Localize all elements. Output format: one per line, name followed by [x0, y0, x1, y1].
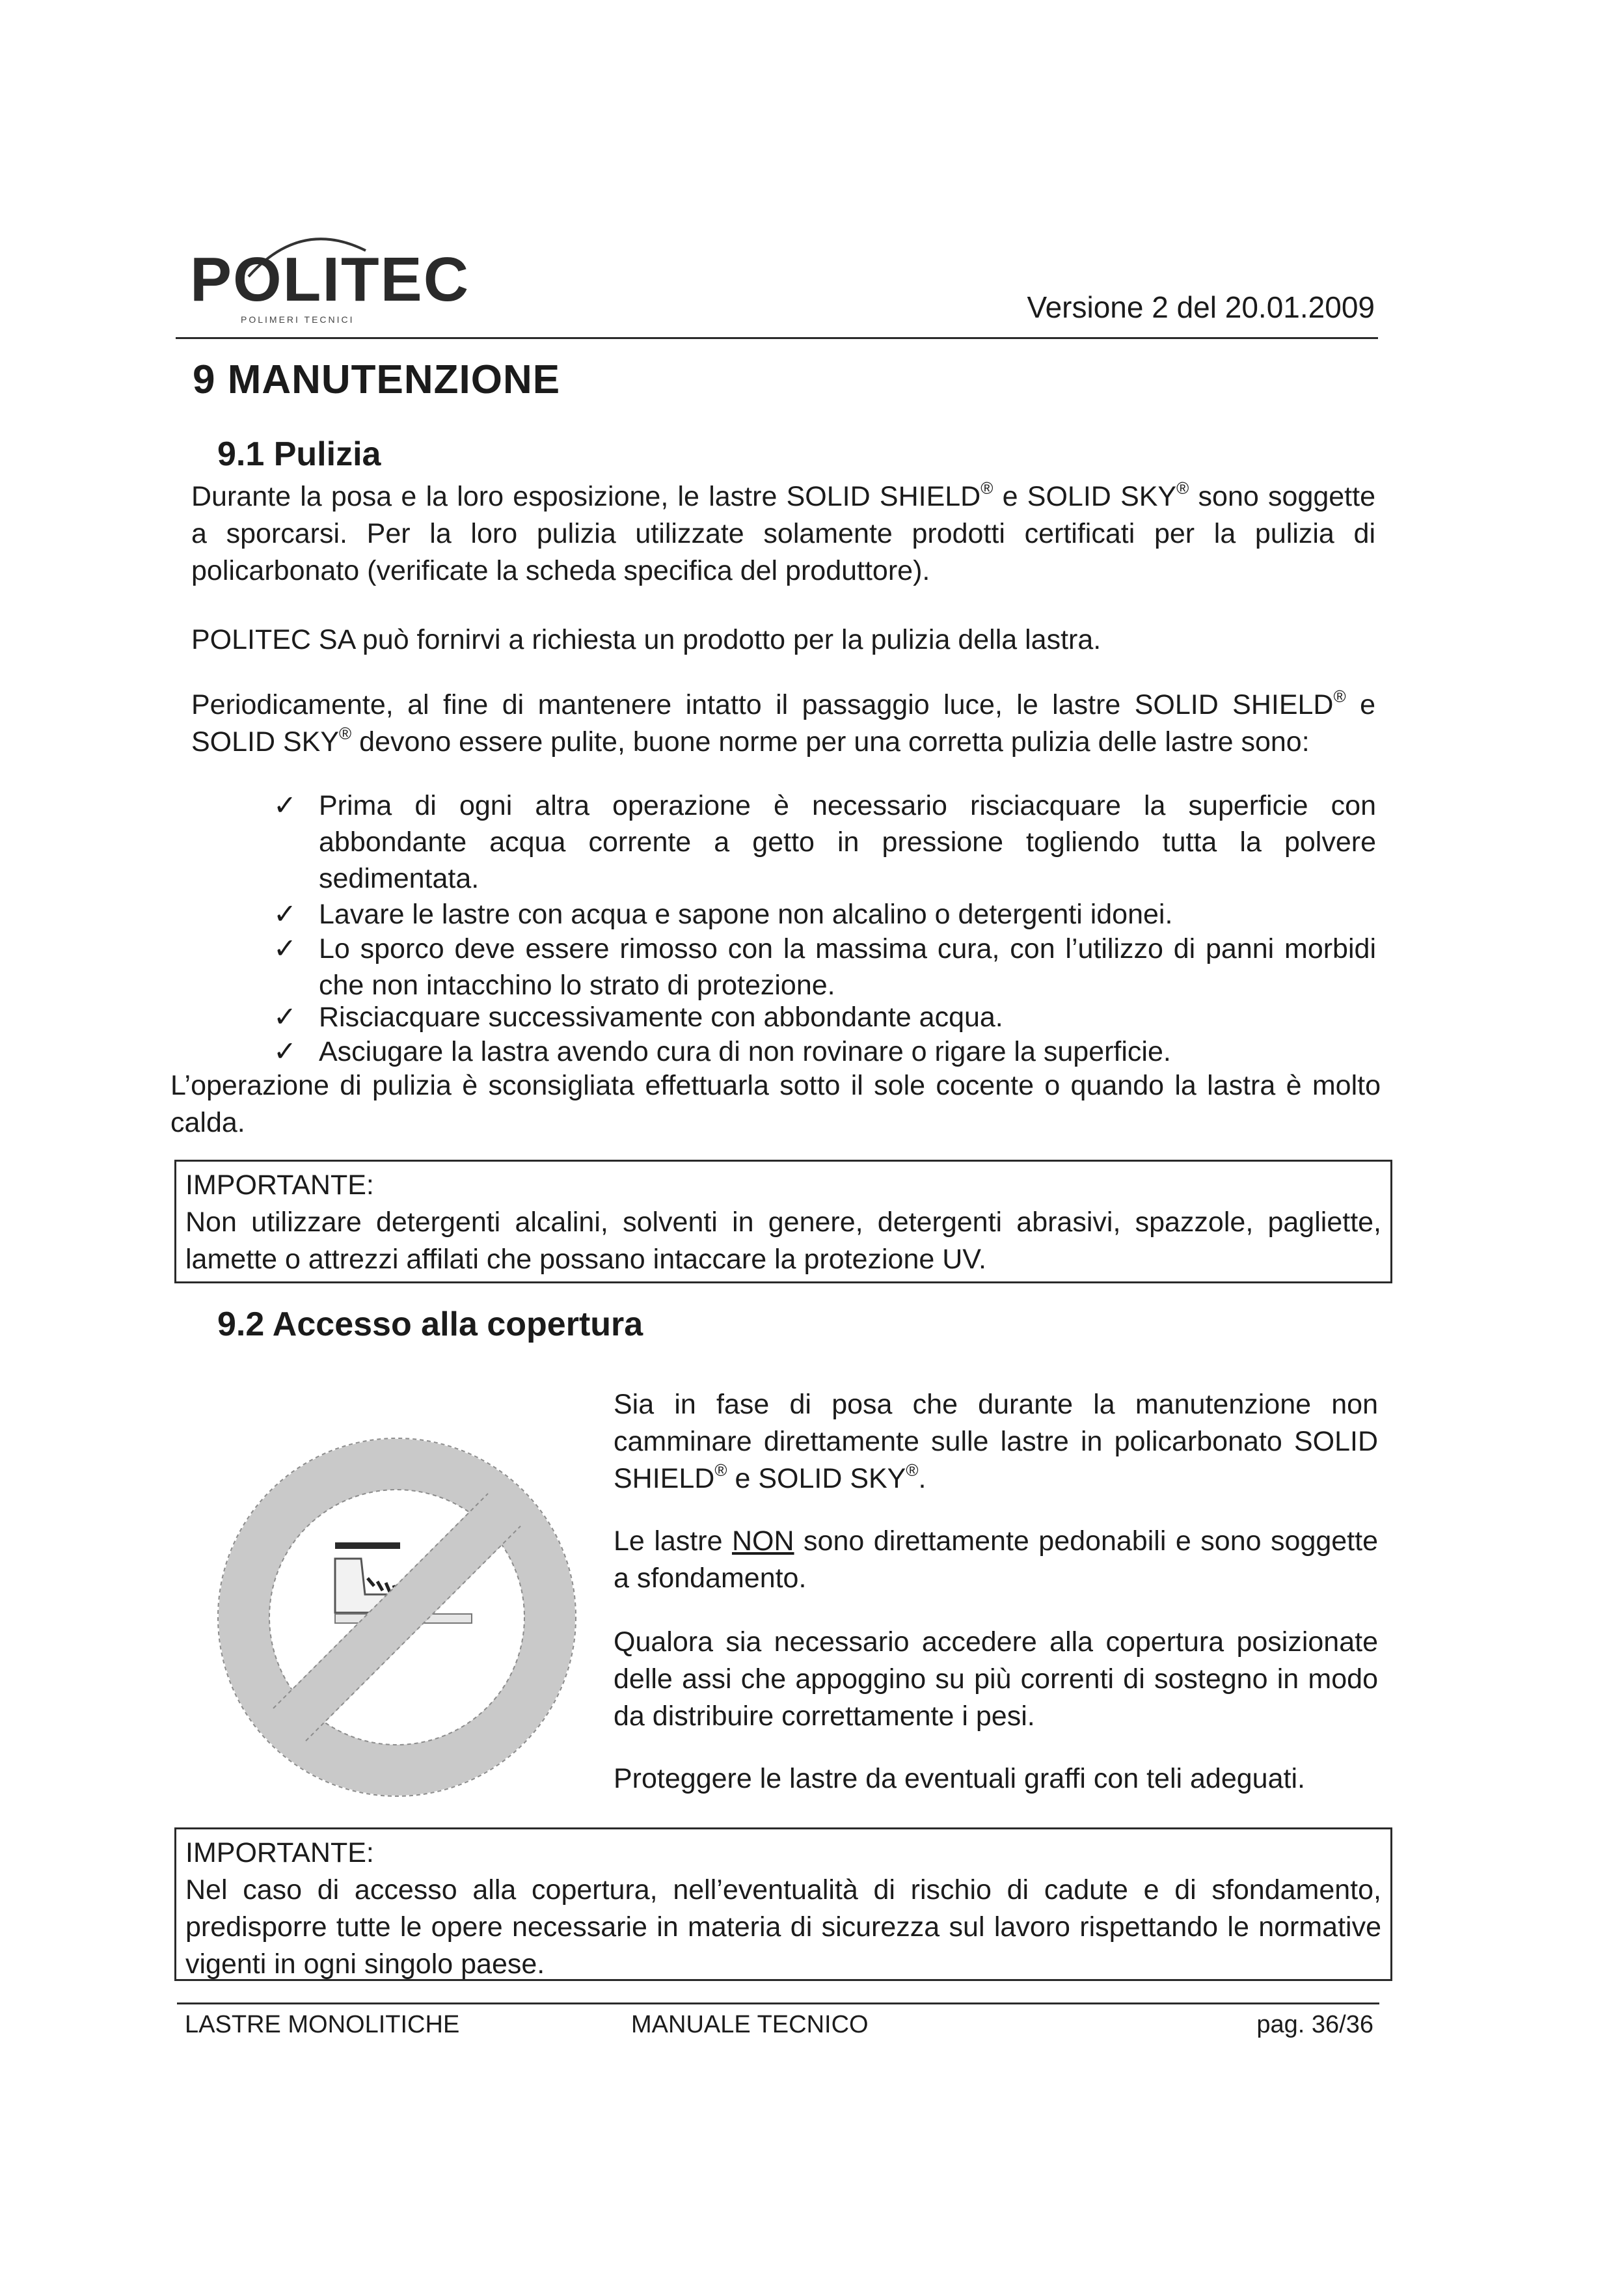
pulizia-heading: 9.1 Pulizia [217, 435, 381, 473]
pulizia-paragraph-1: Durante la posa e la loro esposizione, le lastre SOLID SHIELD® e SOLID SKY® sono soggette a sporcarsi. Per la loro pulizia utilizzate solamente prodotti certificati per la pulizia di policarbonato (verificate la scheda specifica del produttore). [191, 478, 1375, 586]
no-walking-sign-icon [211, 1432, 582, 1803]
important-box [174, 1160, 1392, 1283]
check-icon: ✓ [273, 899, 297, 930]
pulizia-paragraph-4: L’operazione di pulizia è sconsigliata effettuarla sotto il sole cocente o quando la lastra è molto calda. [170, 1070, 1381, 1138]
accesso-heading: 9.2 Accesso alla copertura [217, 1305, 643, 1343]
list-item: ✓ Risciacquare successivamente con abbondante acqua. [319, 999, 1376, 1035]
footer-center: MANUALE TECNICO [631, 2011, 869, 2038]
important-box [174, 1827, 1392, 1981]
header-rule [176, 337, 1378, 339]
list-item: ✓ Lavare le lastre con acqua e sapone non alcalino o detergenti idonei. [319, 896, 1376, 933]
check-icon: ✓ [273, 790, 297, 821]
list-item: ✓ Lo sporco deve essere rimosso con la massima cura, con l’utilizzo di panni morbidi che non intacchino lo strato di protezione. [319, 931, 1376, 1004]
logo-wordmark: POLITEC [190, 245, 470, 314]
section-title: 9 MANUTENZIONE [193, 357, 561, 402]
pulizia-paragraph-2: POLITEC SA può fornirvi a richiesta un prodotto per la pulizia della lastra. [191, 624, 1102, 655]
footer-rule [177, 2002, 1379, 2004]
politec-logo [190, 225, 489, 342]
important-text: Nel caso di accesso alla copertura, nell’eventualità di rischio di cadute e di sfondamento, predisporre tutte le opere necessarie in materia di sicurezza sul lavoro rispettando le normative vigenti in ogni singolo paese. [185, 1874, 1381, 1980]
check-icon: ✓ [273, 1002, 297, 1033]
important-label: IMPORTANTE: [185, 1169, 374, 1201]
check-icon: ✓ [273, 933, 297, 964]
list-item: ✓ Asciugare la lastra avendo cura di non rovinare o rigare la superficie. [319, 1033, 1376, 1070]
footer-left: LASTRE MONOLITICHE [185, 2011, 460, 2038]
pulizia-paragraph-3: Periodicamente, al fine di mantenere intatto il passaggio luce, le lastre SOLID SHIELD® e SOLID SKY® devono essere pulite, buone norme per una corretta pulizia delle lastre sono: [191, 687, 1375, 758]
important-text: Non utilizzare detergenti alcalini, solventi in genere, detergenti abrasivi, spazzole, pagliette, lamette o attrezzi affilati che possano intaccare la protezione UV. [185, 1207, 1381, 1275]
accesso-paragraph-2: Le lastre NON sono direttamente pedonabili e sono soggette a sfondamento. [614, 1525, 1378, 1594]
accesso-paragraph-3: Qualora sia necessario accedere alla copertura posizionate delle assi che appoggino su più correnti di sostegno in modo da distribuire correttamente i pesi. [614, 1626, 1378, 1732]
accesso-paragraph-4: Proteggere le lastre da eventuali graffi con teli adeguati. [614, 1763, 1305, 1794]
important-label: IMPORTANTE: [185, 1837, 374, 1868]
logo-subtitle: POLIMERI TECNICI [241, 314, 355, 325]
check-icon: ✓ [273, 1036, 297, 1067]
footer-page-number: pag. 36/36 [1256, 2011, 1373, 2038]
accesso-paragraph-1: Sia in fase di posa che durante la manutenzione non camminare direttamente sulle lastre in policarbonato SOLID SHIELD® e SOLID SKY®. [614, 1389, 1378, 1494]
list-item: ✓ Prima di ogni altra operazione è necessario risciacquare la superficie con abbondante acqua corrente a getto in pressione togliendo tutta la polvere sedimentata. [319, 787, 1376, 897]
version-label: Versione 2 del 20.01.2009 [1027, 290, 1375, 324]
